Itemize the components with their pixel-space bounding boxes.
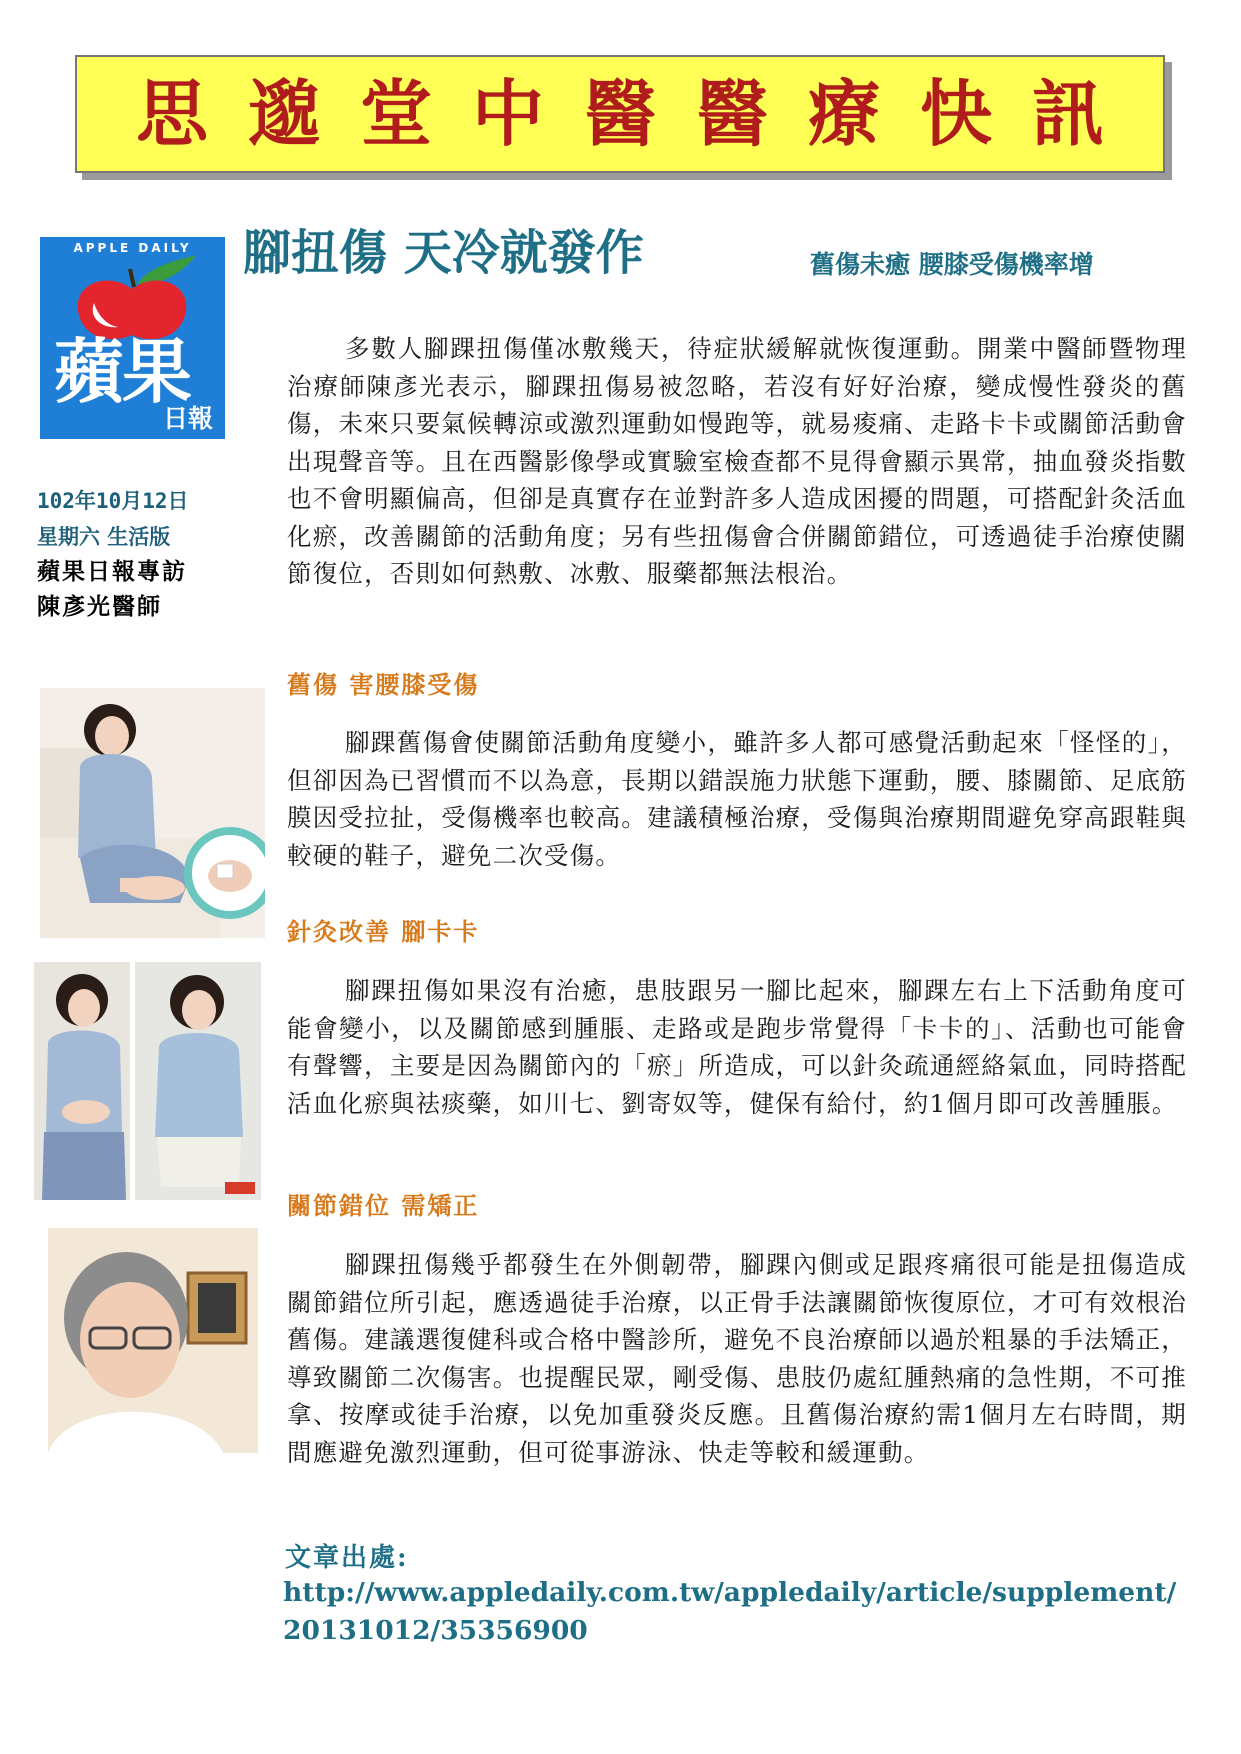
publish-section: 星期六 生活版 — [37, 524, 171, 549]
article-subheadline: 舊傷未癒 腰膝受傷機率增 — [810, 250, 1094, 279]
section-heading-acupuncture: 針灸改善 腳卡卡 — [287, 917, 480, 946]
ankle-movement-photo — [135, 962, 261, 1200]
foot-pain-photo — [34, 962, 130, 1200]
article-headline: 腳扭傷 天冷就發作 — [243, 225, 644, 281]
article-meta — [37, 484, 189, 624]
newsletter-title: 思邈堂中醫醫療快訊 — [135, 71, 1144, 156]
doctor-portrait-photo — [48, 1228, 258, 1453]
logo-english-text: APPLE DAILY — [73, 241, 192, 255]
logo-chinese-text: 蘋果 — [54, 331, 190, 413]
source-label: 文章出處: — [285, 1543, 409, 1573]
section-body-joint-alignment: 腳踝扭傷幾乎都發生在外側韌帶，腳踝內側或足跟疼痛很可能是扭傷造成關節錯位所引起，應透過徒手治療，以正骨手法讓關節恢復原位，才可有效根治舊傷。建議選復健科或合格中醫診所，避免不良治療師以過於粗暴的手法矯正，導致關節二次傷害。也提醒民眾，剛受傷、患肢仍處紅腫熱痛的急性期，不可推拿、按摩或徒手治療，以免加重發炎反應。且舊傷治療約需1個月左右時間，期間應避免激烈運動，但可從事游泳、快走等較和緩運動。 — [287, 1250, 1187, 1467]
apple-icon — [68, 253, 198, 343]
section-body-acupuncture: 腳踝扭傷如果沒有治癒，患肢跟另一腳比起來，腳踝左右上下活動角度可能會變小，以及關節感到腫脹、走路或是跑步常覺得「卡卡的」、活動也可能會有聲響，主要是因為關節內的「瘀」所造成，可以針灸疏通經絡氣血，同時搭配活血化瘀與祛痰藥，如川七、劉寄奴等，健保有給付，約1個月即可改善腫脹。 — [287, 976, 1187, 1118]
logo-daily-text: 日報 — [162, 404, 213, 433]
publish-date: 102年10月12日 — [37, 489, 189, 513]
source-link[interactable]: http://www.appledaily.com.tw/appledaily/article/supplement/20131012/35356900 — [283, 1577, 1177, 1646]
interview-source: 蘋果日報專訪 — [37, 558, 187, 585]
apple-daily-logo — [40, 237, 225, 439]
newsletter-banner — [75, 55, 1165, 173]
doctor-name: 陳彥光醫師 — [37, 593, 162, 620]
section-body-old-injury: 腳踝舊傷會使關節活動角度變小，雖許多人都可感覺活動起來「怪怪的」，但卻因為已習慣而不以為意，長期以錯誤施力狀態下運動，腰、膝關節、足底筋膜因受拉扯，受傷機率也較高。建議積極治療，受傷與治療期間避免穿高跟鞋與較硬的鞋子，避免二次受傷。 — [287, 728, 1187, 870]
ankle-injury-photo — [40, 688, 265, 938]
section-heading-joint-alignment: 關節錯位 需矯正 — [287, 1191, 480, 1220]
intro-paragraph: 多數人腳踝扭傷僅冰敷幾天，待症狀緩解就恢復運動。開業中醫師暨物理治療師陳彥光表示，腳踝扭傷易被忽略，若沒有好好治療，變成慢性發炎的舊傷，未來只要氣候轉涼或激烈運動如慢跑等，就易痠痛、走路卡卡或關節活動會出現聲音等。且在西醫影像學或實驗室檢查都不見得會顯示異常，抽血發炎指數也不會明顯偏高，但卻是真實存在並對許多人造成困擾的問題，可搭配針灸活血化瘀，改善關節的活動角度；另有些扭傷會合併關節錯位，可透過徒手治療使關節復位，否則如何熱敷、冰敷、服藥都無法根治。 — [287, 334, 1187, 588]
section-heading-old-injury: 舊傷 害腰膝受傷 — [287, 670, 480, 699]
